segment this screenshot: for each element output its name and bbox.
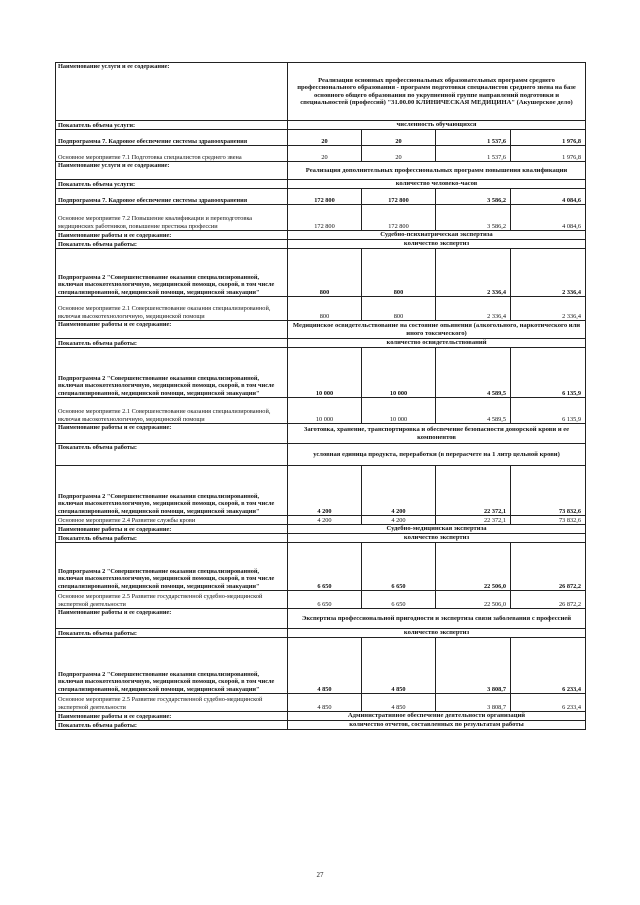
document-table-container [55, 62, 585, 730]
cell-value: 6 135,9 [511, 398, 586, 424]
row-label: Подпрограмма 2 "Совершенствование оказания специализированной, включая высокотехнологичную, медицинской помощи, скорой, в том числе специализированной, медицинской помощи, медицинской эвакуации" [56, 638, 288, 694]
cell-value: 26 872,2 [511, 543, 586, 591]
cell-value: 2 336,4 [511, 297, 586, 321]
volume-indicator-row [56, 629, 586, 638]
row-label: Подпрограмма 2 "Совершенствование оказания специализированной, включая высокотехнологичную, медицинской помощи, скорой, в том числе специализированной, медицинской помощи, медицинской эвакуации" [56, 348, 288, 398]
volume-indicator-value: количество освидетельствований [288, 339, 586, 348]
cell-value: 26 872,2 [511, 591, 586, 609]
work-name-row [56, 525, 586, 534]
table-row [56, 249, 586, 297]
cell-value: 10 000 [288, 398, 362, 424]
cell-value: 22 506,0 [436, 543, 511, 591]
cell-value: 2 336,4 [511, 249, 586, 297]
table-row [56, 466, 586, 516]
cell-value: 3 808,7 [436, 694, 511, 712]
service-name-label: Наименование услуги и ее содержание: [56, 63, 288, 121]
cell-value: 4 850 [362, 638, 436, 694]
volume-indicator-value: численность обучающихся [288, 121, 586, 130]
volume-indicator-row [56, 240, 586, 249]
cell-value: 3 808,7 [436, 638, 511, 694]
cell-value: 6 233,4 [511, 694, 586, 712]
cell-value: 10 000 [288, 348, 362, 398]
table-row [56, 297, 586, 321]
cell-value: 20 [362, 146, 436, 162]
cell-value: 6 650 [288, 591, 362, 609]
volume-indicator-label: Показатель объема работы: [56, 534, 288, 543]
work-name-label: Наименование работы и ее содержание: [56, 712, 288, 721]
cell-value: 4 589,5 [436, 398, 511, 424]
work-name-value: Административное обеспечение деятельности организаций [288, 712, 586, 721]
work-name-value: Заготовка, хранение, транспортировка и обеспечение безопасности донорской крови и ее компонентов [288, 424, 586, 444]
cell-value: 4 200 [288, 516, 362, 525]
cell-value: 1 976,8 [511, 146, 586, 162]
volume-indicator-value: условная единица продукта, переработки (в перерасчете на 1 литр цельной крови) [288, 444, 586, 466]
work-name-row [56, 231, 586, 240]
volume-indicator-label: Показатель объема работы: [56, 240, 288, 249]
cell-value: 20 [362, 130, 436, 146]
cell-value: 1 537,6 [436, 130, 511, 146]
work-name-label: Наименование работы и ее содержание: [56, 321, 288, 339]
cell-value: 800 [288, 249, 362, 297]
cell-value: 800 [362, 249, 436, 297]
cell-value: 3 586,2 [436, 189, 511, 205]
row-label: Подпрограмма 2 "Совершенствование оказания специализированной, включая высокотехнологичную, медицинской помощи, скорой, в том числе специализированной, медицинской помощи, медицинской эвакуации" [56, 249, 288, 297]
cell-value: 22 372,1 [436, 466, 511, 516]
cell-value: 4 850 [288, 638, 362, 694]
cell-value: 4 200 [288, 466, 362, 516]
cell-value: 6 233,4 [511, 638, 586, 694]
work-name-value: Медицинское освидетельствование на состояние опьянения (алкогольного, наркотического или иного токсического) [288, 321, 586, 339]
cell-value: 800 [288, 297, 362, 321]
volume-indicator-value: количество экспертиз [288, 629, 586, 638]
cell-value: 22 506,0 [436, 591, 511, 609]
volume-indicator-row [56, 121, 586, 130]
cell-value: 6 650 [288, 543, 362, 591]
table-row [56, 638, 586, 694]
row-label: Основное мероприятие 2.4 Развитие службы крови [56, 516, 288, 525]
row-label: Основное мероприятие 2.5 Развитие государственной судебно-медицинской экспертной деятельности [56, 591, 288, 609]
row-label: Подпрограмма 7. Кадровое обеспечение системы здравоохранения [56, 130, 288, 146]
work-name-value: Судебно-психиатрическая экспертиза [288, 231, 586, 240]
cell-value: 2 336,4 [436, 297, 511, 321]
cell-value: 22 372,1 [436, 516, 511, 525]
work-name-row [56, 609, 586, 629]
cell-value: 2 336,4 [436, 249, 511, 297]
page-number: 27 [316, 871, 324, 879]
state-task-table [55, 62, 586, 730]
row-label: Основное мероприятие 7.2 Повышение квалификации и переподготовка медицинских работников, повышение престижа профессии [56, 205, 288, 231]
cell-value: 4 850 [362, 694, 436, 712]
cell-value: 1 537,6 [436, 146, 511, 162]
cell-value: 3 586,2 [436, 205, 511, 231]
cell-value: 4 850 [288, 694, 362, 712]
table-row [56, 348, 586, 398]
volume-indicator-row [56, 721, 586, 730]
table-row [56, 398, 586, 424]
service-name-value: Реализация основных профессиональных образовательных программ среднего профессионального образования - программ подготовки специалистов среднего звена на базе основного общего образования по укрупненной группе направлений подготовки и специальностей (профессий) "31.00.00 КЛИНИЧЕСКАЯ МЕДИЦИНА" (Акушерское дело) [288, 63, 586, 121]
table-row [56, 146, 586, 162]
table-row [56, 543, 586, 591]
cell-value: 172 800 [288, 189, 362, 205]
table-row [56, 591, 586, 609]
cell-value: 6 135,9 [511, 348, 586, 398]
work-name-label: Наименование работы и ее содержание: [56, 525, 288, 534]
cell-value: 20 [288, 146, 362, 162]
table-row [56, 189, 586, 205]
cell-value: 73 832,6 [511, 466, 586, 516]
volume-indicator-row [56, 339, 586, 348]
row-label: Основное мероприятие 7.1 Подготовка специалистов среднего звена [56, 146, 288, 162]
work-name-label: Наименование работы и ее содержание: [56, 231, 288, 240]
row-label: Основное мероприятие 2.1 Совершенствование оказания специализированной, включая высокотехнологичную, медицинской помощи [56, 297, 288, 321]
volume-indicator-value: количество экспертиз [288, 240, 586, 249]
row-label: Основное мероприятие 2.1 Совершенствование оказания специализированной, включая высокотехнологичную, медицинской помощи [56, 398, 288, 424]
cell-value: 1 976,8 [511, 130, 586, 146]
work-name-row [56, 712, 586, 721]
cell-value: 172 800 [288, 205, 362, 231]
cell-value: 4 084,6 [511, 205, 586, 231]
volume-indicator-row [56, 444, 586, 466]
volume-indicator-label: Показатель объема услуги: [56, 180, 288, 189]
volume-indicator-value: количество экспертиз [288, 534, 586, 543]
work-name-label: Наименование работы и ее содержание: [56, 609, 288, 629]
table-row [56, 205, 586, 231]
work-name-label: Наименование услуги и ее содержание: [56, 162, 288, 180]
table-row [56, 130, 586, 146]
volume-indicator-row [56, 180, 586, 189]
work-name-value: Реализация дополнительных профессиональных программ повышения квалификации [288, 162, 586, 180]
work-name-row [56, 321, 586, 339]
cell-value: 73 832,6 [511, 516, 586, 525]
cell-value: 4 200 [362, 466, 436, 516]
row-label: Подпрограмма 2 "Совершенствование оказания специализированной, включая высокотехнологичную, медицинской помощи, скорой, в том числе специализированной, медицинской помощи, медицинской эвакуации" [56, 543, 288, 591]
work-name-value: Судебно-медицинская экспертиза [288, 525, 586, 534]
row-label: Основное мероприятие 2.5 Развитие государственной судебно-медицинской экспертной деятельности [56, 694, 288, 712]
row-label: Подпрограмма 7. Кадровое обеспечение системы здравоохранения [56, 189, 288, 205]
work-name-label: Наименование работы и ее содержание: [56, 424, 288, 444]
cell-value: 6 650 [362, 591, 436, 609]
volume-indicator-label: Показатель объема услуги: [56, 121, 288, 130]
row-label: Подпрограмма 2 "Совершенствование оказания специализированной, включая высокотехнологичную, медицинской помощи, скорой, в том числе специализированной, медицинской помощи, медицинской эвакуации" [56, 466, 288, 516]
cell-value: 4 200 [362, 516, 436, 525]
volume-indicator-label: Показатель объема работы: [56, 721, 288, 730]
cell-value: 800 [362, 297, 436, 321]
volume-indicator-label: Показатель объема работы: [56, 444, 288, 466]
cell-value: 20 [288, 130, 362, 146]
cell-value: 172 800 [362, 189, 436, 205]
work-name-row [56, 424, 586, 444]
volume-indicator-label: Показатель объема работы: [56, 339, 288, 348]
table-row [56, 694, 586, 712]
service-name-row [56, 63, 586, 121]
cell-value: 6 650 [362, 543, 436, 591]
volume-indicator-label: Показатель объема работы: [56, 629, 288, 638]
cell-value: 10 000 [362, 348, 436, 398]
cell-value: 4 589,5 [436, 348, 511, 398]
cell-value: 4 084,6 [511, 189, 586, 205]
work-name-row [56, 162, 586, 180]
volume-indicator-row [56, 534, 586, 543]
volume-indicator-value: количество отчетов, составленных по результатам работы [288, 721, 586, 730]
cell-value: 172 800 [362, 205, 436, 231]
volume-indicator-value: количество человеко-часов [288, 180, 586, 189]
table-row [56, 516, 586, 525]
cell-value: 10 000 [362, 398, 436, 424]
work-name-value: Экспертиза профессиональной пригодности и экспертиза связи заболевания с профессией [288, 609, 586, 629]
